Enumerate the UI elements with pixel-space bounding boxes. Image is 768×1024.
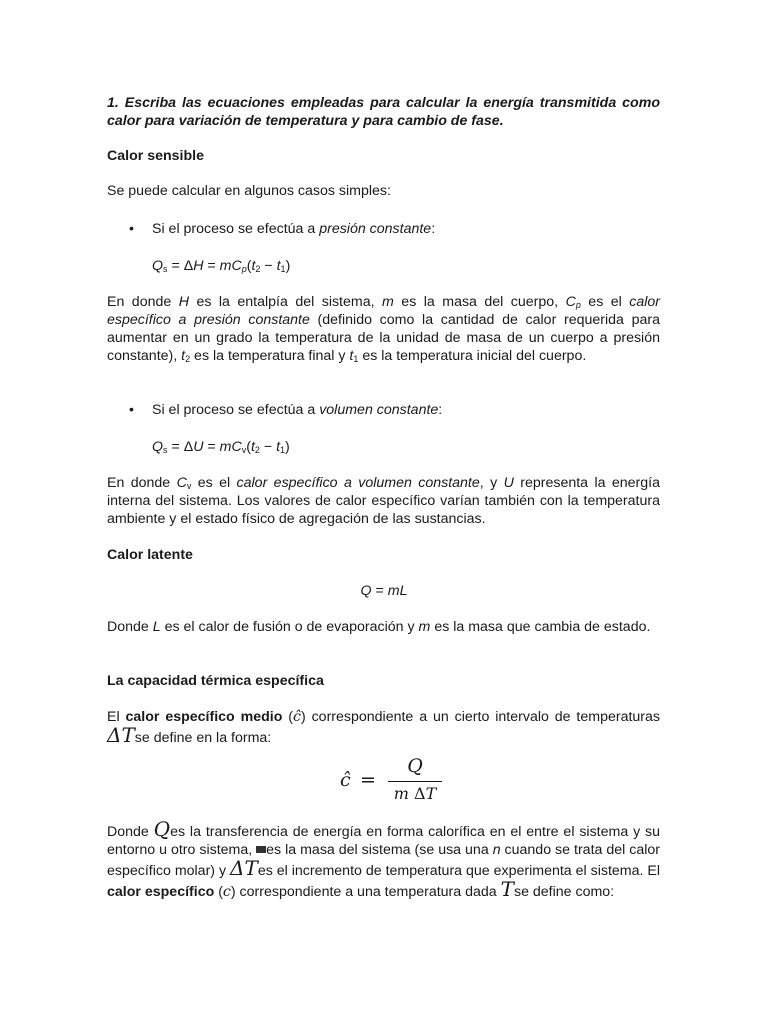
bullet-dot: • bbox=[129, 402, 134, 418]
paragraph-definiciones: Donde Qes la transferencia de energía en forma calorífica en el entre el sistema y su entorno u otro sistema, es la masa del sistema (se usa una n cuando se trata del calor específico molar) y ΔTes el incremento de temperatura que experimenta el sistema. El calor específico (c) correspondiente a una temperatura dada Tse define como: bbox=[107, 817, 661, 901]
equation-presion: $Q_s = \Delta H = mC_p(t_2 - t_1)$ bbox=[152, 258, 291, 274]
paragraph-latente: Donde L es el calor de fusión o de evaporación y m es la masa que cambia de estado. bbox=[107, 619, 651, 635]
bullet-volumen: • Si el proceso se efectúa a volumen constante: bbox=[129, 402, 443, 418]
equation-latente: Q = mL bbox=[360, 583, 408, 599]
paragraph-volumen: En donde $C_v$ es el calor específico a volumen constante, y U representa la energía interna del sistema. Los valores de calor específico varían también con la temperatura ambiente y el estado físico de agregación de las sustancias. bbox=[107, 475, 660, 527]
bullet-presion: • Si el proceso se efectúa a presión constante: bbox=[129, 221, 436, 237]
heading-calor-sensible: Calor sensible bbox=[107, 148, 204, 164]
heading-calor-latente: Calor latente bbox=[107, 547, 193, 563]
paragraph-calor-medio: El calor específico medio (ĉ) correspondiente a un cierto intervalo de temperaturas ΔTse define en la forma: bbox=[107, 709, 661, 747]
heading-capacidad: La capacidad térmica específica bbox=[107, 673, 324, 689]
equation-volumen: $Q_s = \Delta U = mC_v(t_2 - t_1)$ bbox=[152, 439, 290, 455]
paragraph-presion: En donde H es la entalpía del sistema, m es la masa del cuerpo, $C_p$ es el calor específico a presión constante (definido como la cantidad de calor requerida para aumentar en un grado la temperatura de la unidad de masa de un cuerpo a presión constante), $t_2$ es la temperatura final y $t_1$ es la temperatura inicial del cuerpo. bbox=[107, 294, 661, 364]
bullet-dot: • bbox=[129, 221, 134, 237]
intro-paragraph: Se puede calcular en algunos casos simples: bbox=[107, 183, 391, 199]
formula-calor-medio: ĉ = Q m ΔT bbox=[340, 757, 440, 807]
question-title: 1. Escriba las ecuaciones empleadas para calcular la energía transmitida como calor para variación de temperatura y para cambio de fase. bbox=[107, 95, 660, 129]
placeholder-m-glyph bbox=[256, 846, 266, 853]
